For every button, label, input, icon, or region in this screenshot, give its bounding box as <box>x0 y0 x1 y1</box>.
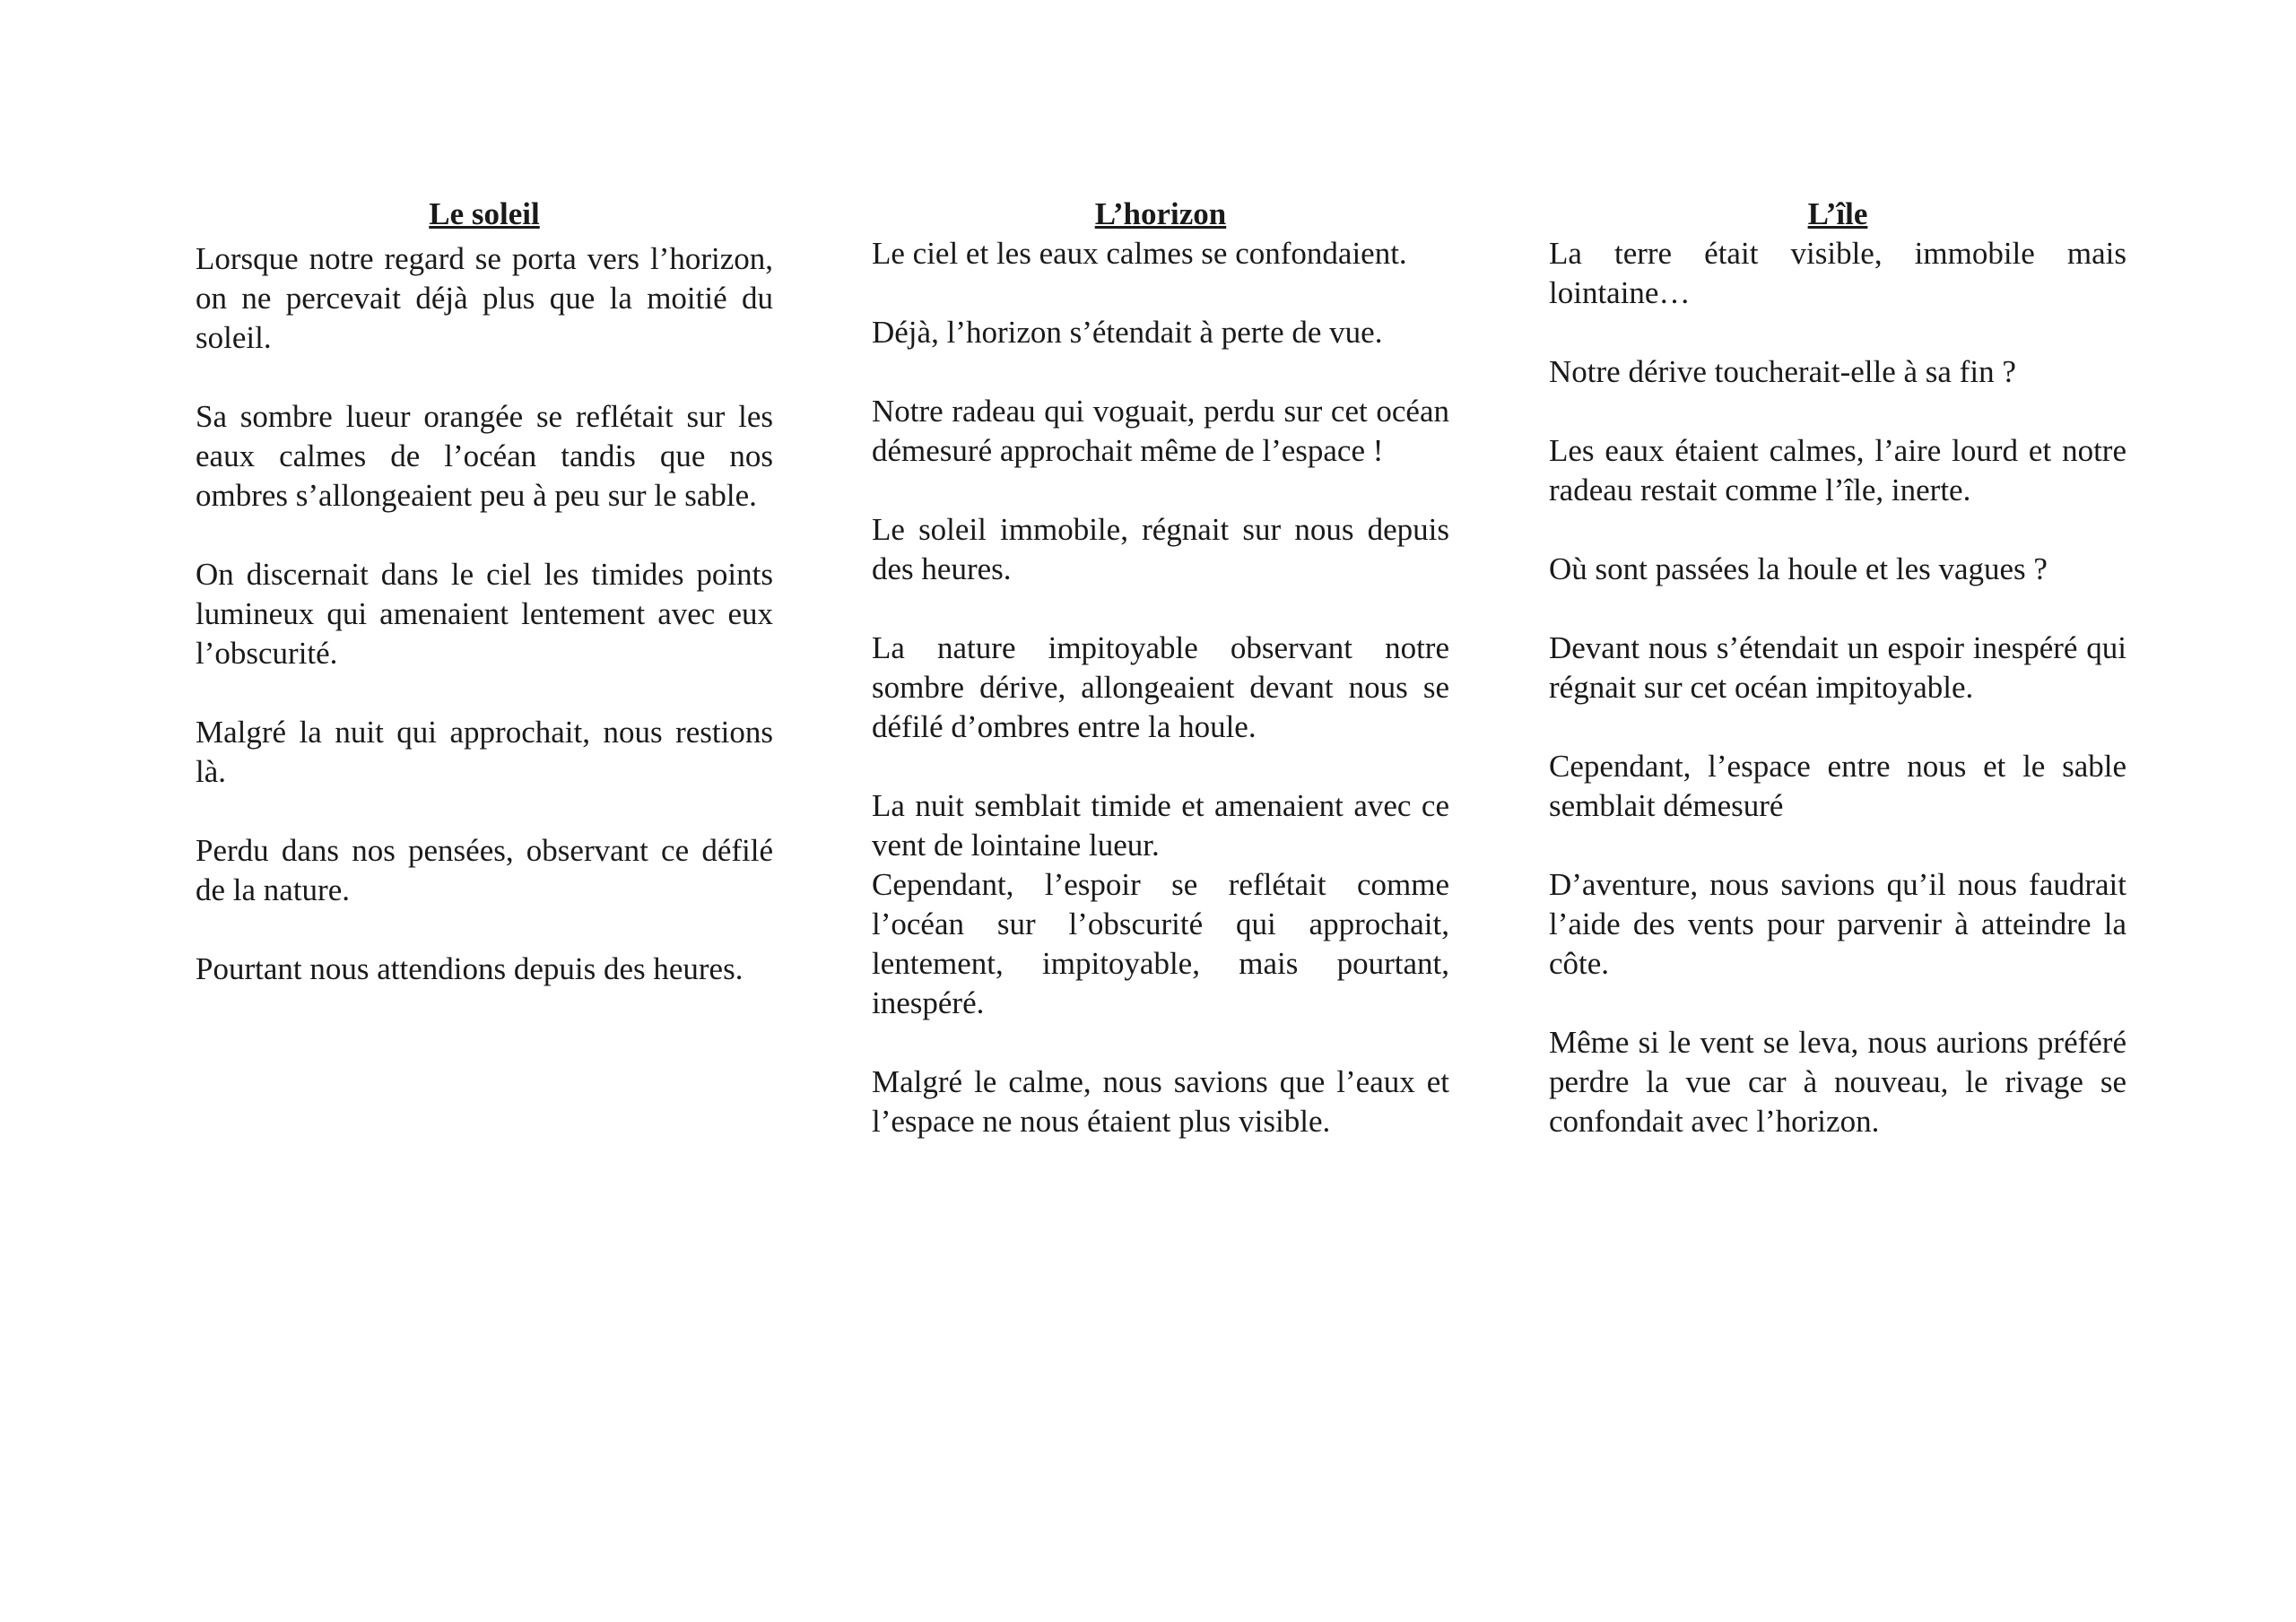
paragraph: Les eaux étaient calmes, l’aire lourd et notre radeau restait comme l’île, inerte. <box>1549 433 2126 507</box>
paragraph: Cependant, l’espoir se reflétait comme l’océan sur l’obscurité qui approchait, lentement, impitoyable, mais pourtant, inespéré. <box>872 867 1449 1020</box>
paragraph: La nuit semblait timide et amenaient avec ce vent de lointaine lueur. <box>872 788 1449 863</box>
paragraph: Pourtant nous attendions depuis des heures. <box>196 951 744 986</box>
column-l-ile <box>1549 195 2126 1181</box>
paragraph: Perdu dans nos pensées, observant ce défilé de la nature. <box>196 833 773 907</box>
column-body <box>872 234 1449 1141</box>
column-body <box>196 239 773 989</box>
paragraph: Notre radeau qui voguait, perdu sur cet océan démesuré approchait même de l’espace ! <box>872 394 1449 468</box>
paragraph: Le ciel et les eaux calmes se confondaient. <box>872 236 1407 271</box>
column-l-horizon <box>872 195 1449 1181</box>
paragraph: Devant nous s’étendait un espoir inespéré qui régnait sur cet océan impitoyable. <box>1549 630 2126 705</box>
paragraph: Sa sombre lueur orangée se reflétait sur les eaux calmes de l’océan tandis que nos ombres s’allongeaient peu à peu sur le sable. <box>196 399 773 513</box>
paragraph: Notre dérive toucherait-elle à sa fin ? <box>1549 354 2016 389</box>
column-title: Le soleil <box>429 196 540 231</box>
paragraph: Déjà, l’horizon s’étendait à perte de vue. <box>872 315 1383 350</box>
column-title: L’horizon <box>1094 196 1227 231</box>
paragraph: Même si le vent se leva, nous aurions préféré perdre la vue car à nouveau, le rivage se confondait avec l’horizon. <box>1549 1025 2126 1139</box>
paragraph: On discernait dans le ciel les timides points lumineux qui amenaient lentement avec eux l’obscurité. <box>196 557 773 671</box>
paragraph: La terre était visible, immobile mais lointaine… <box>1549 236 2126 310</box>
column-title: L’île <box>1807 196 1868 231</box>
paragraph: Malgré la nuit qui approchait, nous restions là. <box>196 715 773 789</box>
paragraph: Cependant, l’espace entre nous et le sable semblait démesuré <box>1549 749 2126 823</box>
paragraph: La nature impitoyable observant notre sombre dérive, allongeaient devant nous se défilé d’ombres entre la houle. <box>872 630 1449 744</box>
paragraph: Lorsque notre regard se porta vers l’horizon, on ne percevait déjà plus que la moitié du soleil. <box>196 241 773 355</box>
column-body <box>1549 234 2126 1141</box>
paragraph: Où sont passées la houle et les vagues ? <box>1549 551 2048 586</box>
paragraph: Malgré le calme, nous savions que l’eaux et l’espace ne nous étaient plus visible. <box>872 1064 1449 1139</box>
column-le-soleil <box>196 195 773 1028</box>
paragraph: D’aventure, nous savions qu’il nous faudrait l’aide des vents pour parvenir à atteindre la côte. <box>1549 867 2126 981</box>
paragraph: Le soleil immobile, régnait sur nous depuis des heures. <box>872 512 1449 586</box>
